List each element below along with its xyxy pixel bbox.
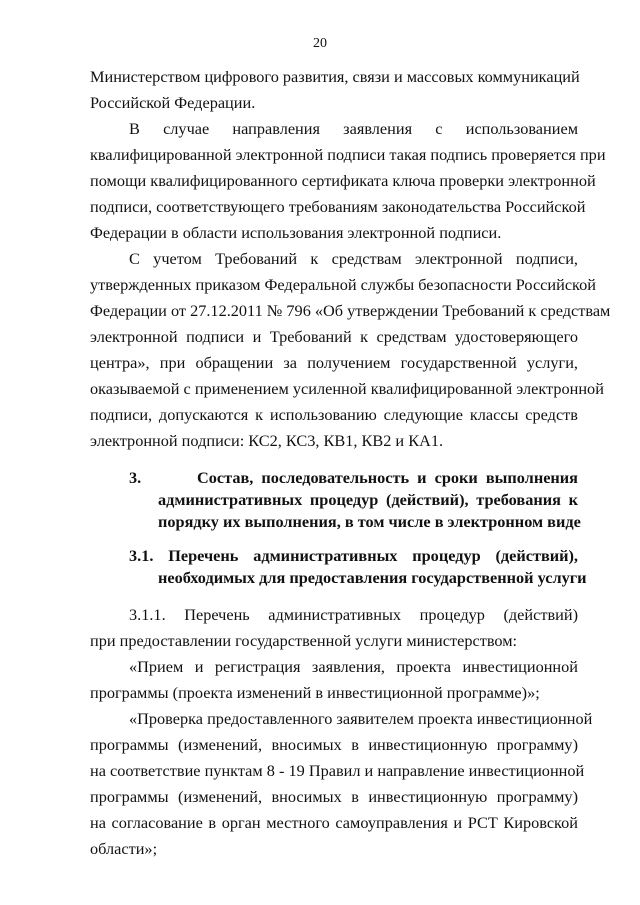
- text-line: программы (изменений, вносимых в инвестиционную программу): [90, 735, 578, 754]
- text-line: электронной подписи: КС2, КС3, КВ1, КВ2 и КА1.: [90, 431, 444, 450]
- heading-line: необходимых для предоставления государственной услуги: [158, 568, 587, 587]
- text-line: оказываемой с применением усиленной квалифицированной электронной: [90, 379, 604, 398]
- text-line: на соответствие пунктам 8 - 19 Правил и направление инвестиционной: [90, 761, 585, 780]
- text-line: программы (изменений, вносимых в инвестиционную программу): [90, 787, 578, 806]
- paragraph: [90, 116, 606, 246]
- text-line: квалифицированной электронной подписи такая подпись проверяется при: [90, 145, 606, 164]
- paragraph: [90, 246, 611, 454]
- text-line: В случае направления заявления с использованием: [129, 119, 578, 138]
- heading-line: Состав, последовательность и сроки выполнения: [197, 468, 578, 487]
- text-line: электронной подписи и Требований к средствам удостоверяющего: [90, 327, 578, 346]
- text-line: при предоставлении государственной услуги министерством:: [90, 631, 518, 650]
- text-line: Российской Федерации.: [90, 93, 256, 112]
- text-line: программы (проекта изменений в инвестиционной программе)»;: [90, 683, 540, 702]
- text-line: «Проверка предоставленного заявителем проекта инвестиционной: [129, 709, 593, 728]
- text-line: Министерством цифрового развития, связи и массовых коммуникаций: [90, 67, 580, 86]
- text-line: 3.1.1. Перечень административных процедур (действий): [129, 605, 578, 624]
- heading-line: 3.1. Перечень административных процедур (действий),: [129, 546, 578, 565]
- paragraph: [90, 602, 578, 654]
- text-line: подписи, допускаются к использованию следующие классы средств: [90, 405, 578, 424]
- document-body: [90, 64, 611, 862]
- text-line: утвержденных приказом Федеральной службы безопасности Российской: [90, 275, 596, 294]
- text-line: Федерации в области использования электронной подписи.: [90, 223, 502, 242]
- paragraph: [90, 706, 593, 862]
- subsection-heading: [90, 545, 587, 589]
- heading-line: порядку их выполнения, в том числе в электронном виде: [158, 512, 581, 531]
- paragraph: [90, 654, 578, 706]
- text-line: центра», при обращении за получением государственной услуги,: [90, 353, 578, 372]
- text-line: Федерации от 27.12.2011 № 796 «Об утверждении Требований к средствам: [90, 301, 611, 320]
- page-number: 20: [313, 36, 327, 51]
- text-line: «Прием и регистрация заявления, проекта инвестиционной: [129, 657, 578, 676]
- text-line: помощи квалифицированного сертификата ключа проверки электронной: [90, 171, 596, 190]
- text-line: подписи, соответствующего требованиям законодательства Российской: [90, 197, 586, 216]
- text-line: С учетом Требований к средствам электронной подписи,: [129, 249, 578, 268]
- section-number: 3.: [129, 468, 142, 487]
- text-line: на согласование в орган местного самоуправления и РСТ Кировской: [90, 813, 578, 832]
- section-heading: [90, 467, 581, 533]
- heading-line: административных процедур (действий), требования к: [158, 490, 578, 509]
- text-line: области»;: [90, 839, 158, 858]
- paragraph: [90, 64, 578, 116]
